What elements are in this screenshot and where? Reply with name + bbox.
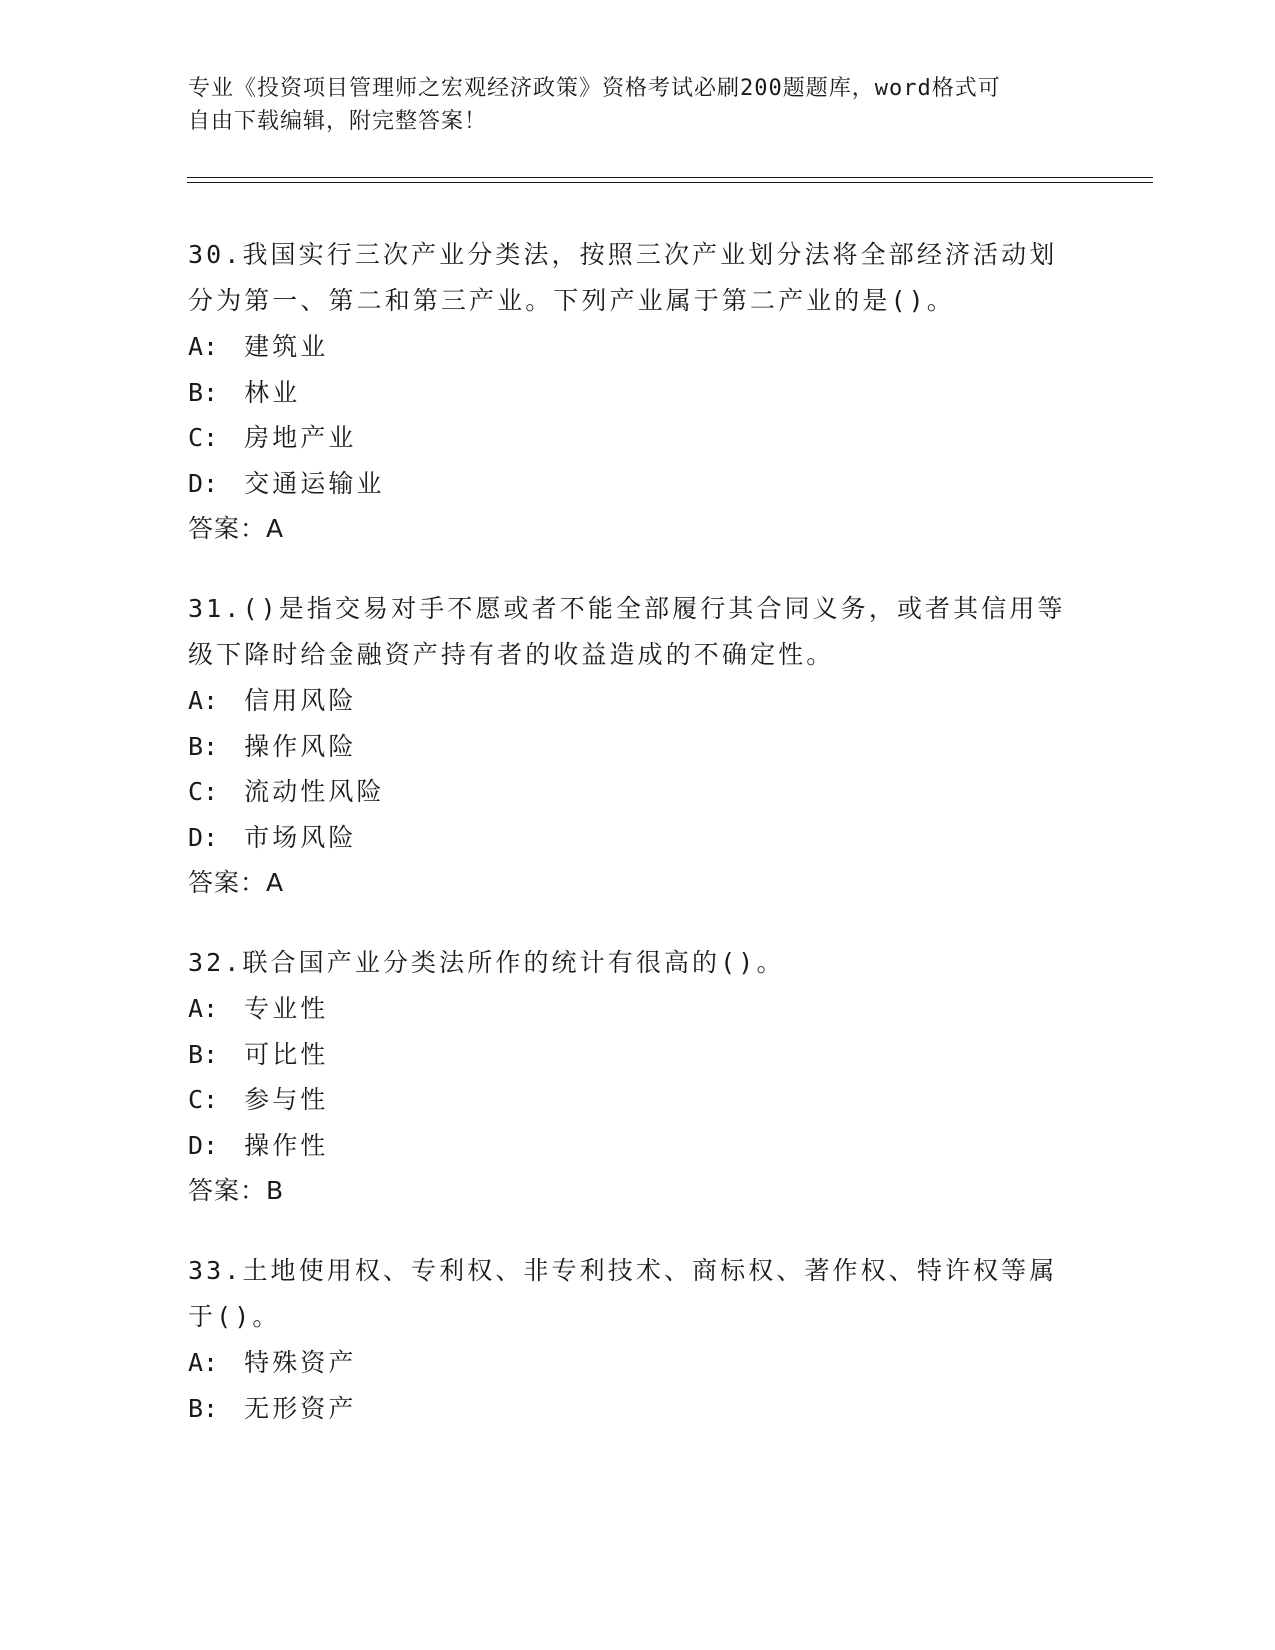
option-text: 可比性 [244,1039,329,1069]
question-stem-line: 级下降时给金融资产持有者的收益造成的不确定性。 [188,640,835,669]
question-stem-line: 于()。 [188,1302,281,1331]
question-stem-line: 33.土地使用权、专利权、非专利技术、商标权、著作权、特许权等属 [188,1256,1058,1285]
option-label: A: [188,332,219,361]
option-a [188,324,1088,370]
option-text: 林业 [244,377,301,407]
option-d [188,461,1088,507]
question-31 [188,586,1088,906]
option-d [188,815,1088,861]
option-b [188,370,1088,416]
question-stem-line: 31.()是指交易对手不愿或者不能全部履行其合同义务，或者其信用等 [188,594,1066,623]
option-label: B: [188,731,219,761]
option-d [188,1123,1088,1169]
option-label: B: [188,1039,219,1069]
document-header [188,72,1088,138]
option-text: 专业性 [244,994,329,1023]
option-label: D: [188,822,219,852]
option-label: A: [188,1348,219,1377]
option-text: 交通运输业 [244,468,385,498]
option-text: 市场风险 [244,822,357,852]
option-label: B: [188,1393,219,1423]
question-list [188,232,1088,1465]
option-text: 特殊资产 [244,1348,357,1377]
option-c [188,415,1088,461]
header-line-1: 专业《投资项目管理师之宏观经济政策》资格考试必刷200题题库，word格式可 [188,76,1001,101]
option-label: A: [188,686,219,715]
option-text: 无形资产 [244,1393,357,1423]
option-text: 操作风险 [244,731,357,761]
option-a [188,678,1088,724]
option-label: C: [188,777,219,806]
question-stem-line: 32.联合国产业分类法所作的统计有很高的()。 [188,948,785,977]
option-text: 操作性 [244,1130,329,1160]
option-a [188,1340,1088,1386]
answer: 答案：B [188,1176,285,1205]
option-b [188,724,1088,770]
option-b [188,1386,1088,1432]
option-label: B: [188,377,219,407]
answer: 答案：A [188,514,285,543]
option-text: 房地产业 [244,423,357,452]
question-33 [188,1248,1088,1431]
option-label: D: [188,468,219,498]
header-rule-top [187,177,1153,178]
option-text: 参与性 [244,1085,329,1114]
question-30 [188,232,1088,552]
answer: 答案：A [188,868,285,897]
option-text: 建筑业 [244,332,329,361]
option-label: C: [188,1085,219,1114]
option-label: C: [188,423,219,452]
option-label: A: [188,994,219,1023]
question-32 [188,940,1088,1214]
header-rule-bottom [187,182,1153,183]
header-line-2: 自由下载编辑，附完整答案！ [188,109,488,134]
option-text: 流动性风险 [244,777,385,806]
option-c [188,769,1088,815]
question-stem-line: 30.我国实行三次产业分类法，按照三次产业划分法将全部经济活动划 [188,240,1058,269]
option-label: D: [188,1130,219,1160]
option-b [188,1032,1088,1078]
option-a [188,986,1088,1032]
option-text: 信用风险 [244,686,357,715]
option-c [188,1077,1088,1123]
question-stem-line: 分为第一、第二和第三产业。下列产业属于第二产业的是()。 [188,286,955,315]
